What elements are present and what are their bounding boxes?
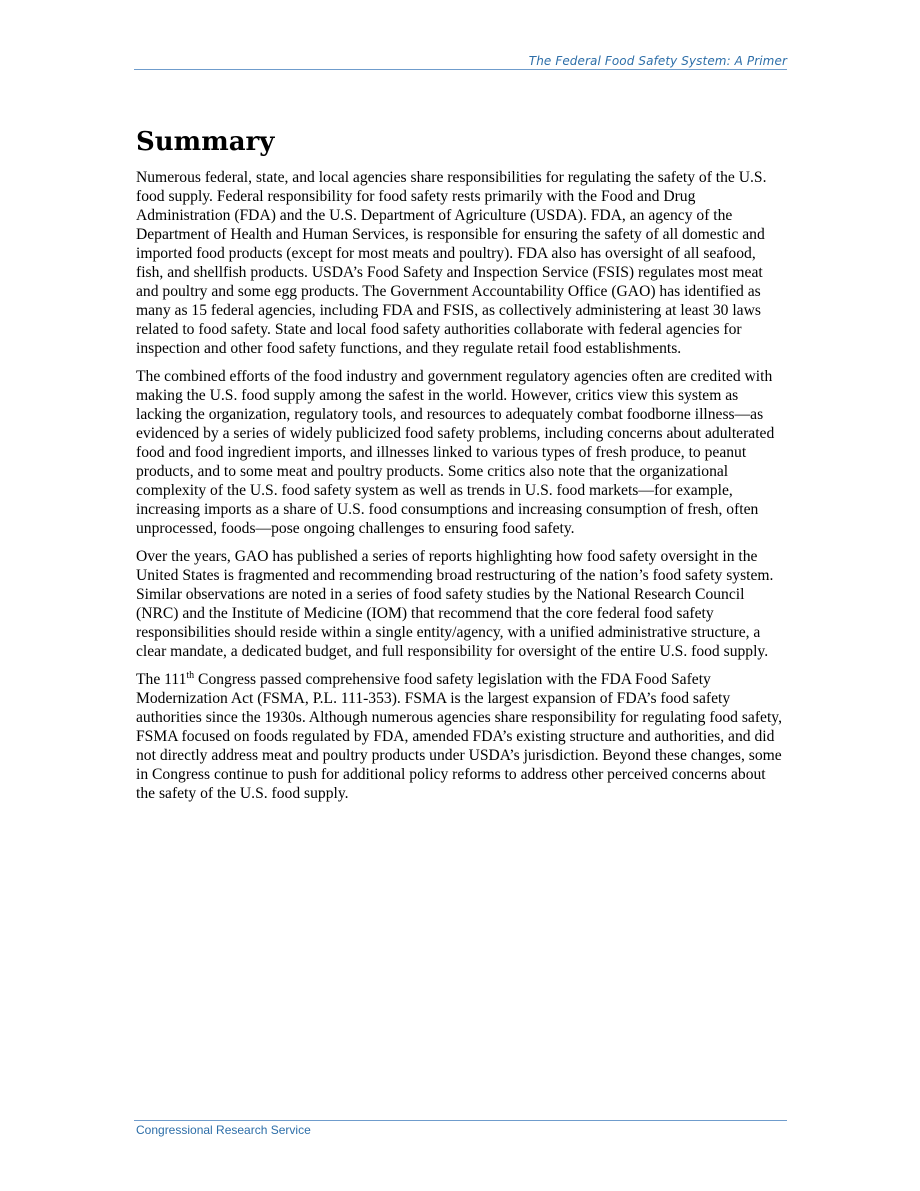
paragraph-1: Numerous federal, state, and local agencies share responsibilities for regulating the safety of the U.S. food supply. Federal responsibility for food safety rests primarily with the Food and Drug Administration (FDA) and the U.S. Department of Agriculture (USDA). FDA, an agency of the Department of Health and Human Services, is responsible for ensuring the safety of all domestic and imported food products (except for most meats and poultry). FDA also has oversight of all seafood, fish, and shellfish products. USDA’s Food Safety and Inspection Service (FSIS) regulates most meat and poultry and some egg products. The Government Accountability Office (GAO) has identified as many as 15 federal agencies, including FDA and FSIS, as collectively administering at least 30 laws related to food safety. State and local food safety authorities collaborate with federal agencies for inspection and other food safety functions, and they regulate retail food establishments. <box>136 169 767 357</box>
header-divider <box>134 69 787 70</box>
running-header-title: The Federal Food Safety System: A Primer <box>528 54 787 68</box>
paragraph-4 <box>136 670 786 803</box>
paragraph-3: Over the years, GAO has published a series of reports highlighting how food safety oversight in the United States is fragmented and recommending broad restructuring of the nation’s food safety system. Similar observations are noted in a series of food safety studies by the National Research Council (NRC) and the Institute of Medicine (IOM) that recommend that the core federal food safety responsibilities should reside within a single entity/agency, with a unified administrative structure, a clear mandate, a dedicated budget, and full responsibility for oversight of the entire U.S. food supply. <box>136 548 774 660</box>
ordinal-superscript: th <box>186 670 195 681</box>
footer-publisher: Congressional Research Service <box>136 1123 311 1137</box>
footer-divider <box>134 1120 787 1121</box>
paragraph-2: The combined efforts of the food industry and government regulatory agencies often are credited with making the U.S. food supply among the safest in the world. However, critics view this system as lacking the organization, regulatory tools, and resources to adequately combat foodborne illness—as evidenced by a series of widely publicized food safety problems, including concerns about adulterated food and food ingredient imports, and illnesses linked to various types of fresh produce, to peanut products, and to some meat and poultry products. Some critics also note that the organizational complexity of the U.S. food safety system as well as trends in U.S. food markets—for example, increasing imports as a share of U.S. food consumptions and increasing consumption of fresh, often unprocessed, foods—pose ongoing challenges to ensuring food safety. <box>136 368 775 537</box>
paragraph-4-rest: Congress passed comprehensive food safety legislation with the FDA Food Safety Modernization Act (FSMA, P.L. 111-353). FSMA is the largest expansion of FDA’s food safety authorities since the 1930s. Although numerous agencies share responsibility for regulating food safety, FSMA focused on foods regulated by FDA, amended FDA’s existing structure and authorities, and did not directly address meat and poultry products under USDA’s jurisdiction. Beyond these changes, some in Congress continue to push for additional policy reforms to address other perceived concerns about the safety of the U.S. food supply. <box>136 671 782 802</box>
paragraph-4-lead: The 111 <box>136 671 187 688</box>
summary-section <box>136 126 786 812</box>
section-title: Summary <box>136 127 275 157</box>
